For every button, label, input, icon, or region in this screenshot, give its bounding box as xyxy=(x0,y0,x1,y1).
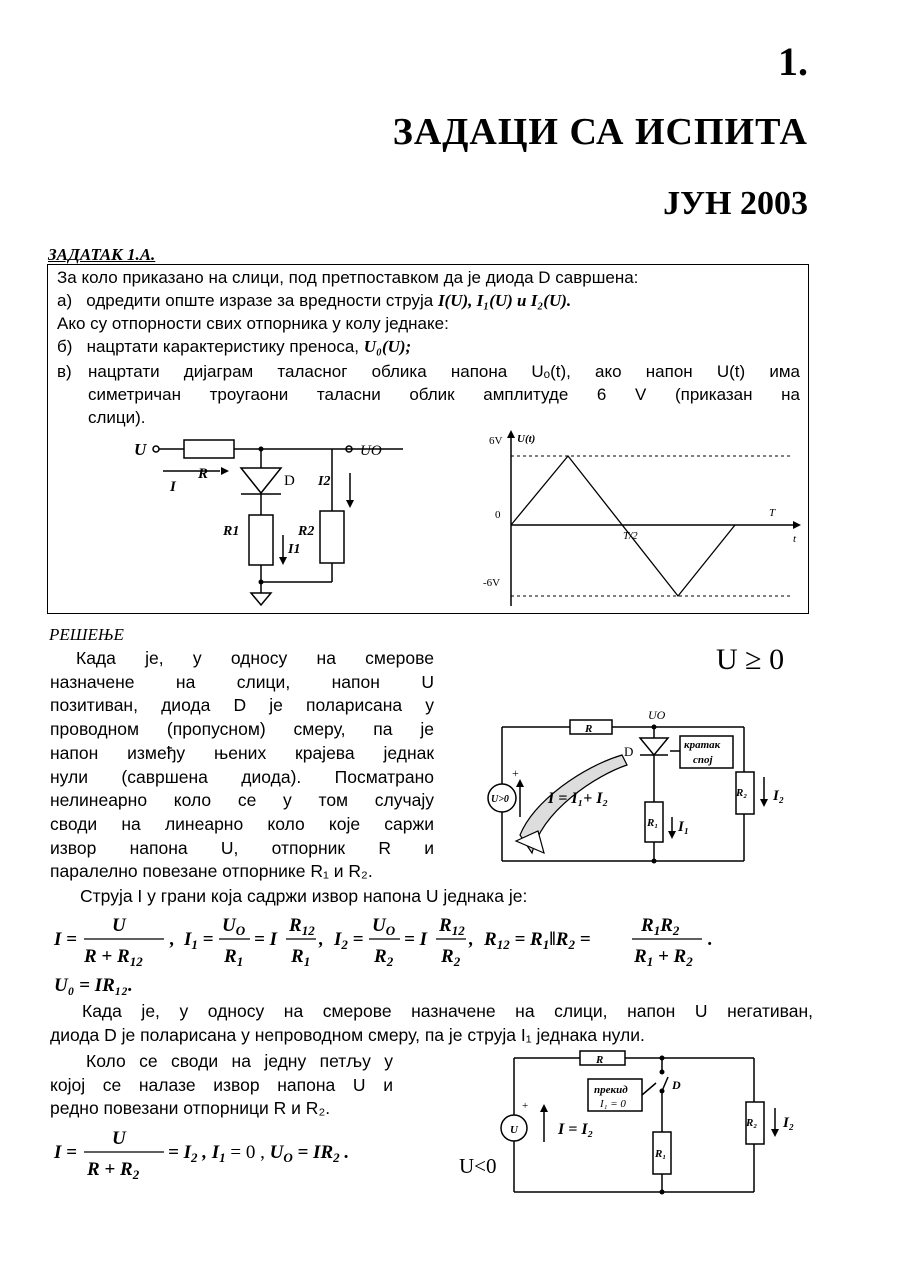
svg-text:I =: I = xyxy=(54,929,77,950)
pos-label-d: D xyxy=(624,744,634,759)
graph-t-full: T xyxy=(769,507,776,519)
graph-neg6v: -6V xyxy=(483,577,501,589)
label-i2: I2 xyxy=(318,474,331,489)
pos-label-plus: + xyxy=(512,766,519,780)
task-c-prefix: в) xyxy=(57,362,72,381)
task-c-line3: слици). xyxy=(88,408,146,427)
task-box xyxy=(47,264,809,614)
neg-label-r1: R₁ xyxy=(655,1148,667,1160)
svg-text:U: U xyxy=(112,1128,126,1149)
para1-line: извор напона U, отпорник R и xyxy=(50,837,434,858)
para1-line: Када је, у односу на смерове xyxy=(76,648,434,668)
task-c-line1: нацртати дијаграм таласног облика напона Uₒ(t), ако напон U(t) има xyxy=(88,362,800,381)
svg-text:R12: $R_{12}$ xyxy=(439,915,465,938)
resistor-r1 xyxy=(249,515,273,565)
svg-text:,: , xyxy=(319,929,324,950)
label-d: D xyxy=(284,473,295,489)
para1-line: напон између њених крајева једнак xyxy=(50,742,434,763)
task-intro: За коло приказано на слици, под претпоставком да је диода D савршена: xyxy=(57,268,639,287)
pos-label-i1: I₁ xyxy=(678,819,690,835)
svg-text:.: . xyxy=(708,929,713,950)
svg-text:U: U xyxy=(112,915,126,936)
current-i-arrow xyxy=(221,467,229,475)
pos-label-current-eq: I = I₁+ I₂ xyxy=(548,790,609,807)
page-title: ЗАДАЦИ СА ИСПИТА xyxy=(392,111,808,153)
resistor-r xyxy=(184,440,234,458)
neg-label-source: U xyxy=(510,1124,518,1136)
solution-para2 xyxy=(50,1000,813,1047)
task-item-b xyxy=(57,336,411,358)
label-u: U xyxy=(134,440,147,459)
neg-label-plus: + xyxy=(522,1100,529,1112)
para1-line: проводном (пропусном) смеру, па је xyxy=(50,719,434,740)
svg-text:I =: I = xyxy=(54,1142,77,1163)
pos-label-r1: R₁ xyxy=(647,817,659,829)
svg-text:R + R12: $R + R_{12}$ xyxy=(84,946,143,969)
neg-label-r: R xyxy=(596,1054,604,1066)
task-c-line2: симетричан троугаони таласни облик амплитуде 6 V (приказан на xyxy=(88,385,800,404)
label-r1: R1 xyxy=(223,524,240,539)
pos-label-i2: I₂ xyxy=(773,788,785,804)
case-negative-label: U<0 xyxy=(459,1154,497,1178)
svg-text:R1: $R_1$ xyxy=(224,946,244,969)
pos-label-uo: UO xyxy=(648,708,666,722)
diode-d xyxy=(241,468,281,493)
chapter-number: 1. xyxy=(778,39,808,84)
current-i2-arrow xyxy=(346,500,354,508)
para3-line: редно повезани отпорници R и R₂. xyxy=(50,1098,331,1119)
para1-line: назначене на слици, напон U xyxy=(50,671,434,692)
para1-line: нелинеарно коло се у том случају xyxy=(50,790,434,811)
graph-t-half: T/2 xyxy=(623,530,638,542)
task-b-prefix: б) xyxy=(57,337,73,356)
pos-label-short-2: спој xyxy=(693,754,713,766)
task-item-a xyxy=(57,290,571,312)
graph-zero: 0 xyxy=(495,509,501,521)
pos-label-source: U>0 xyxy=(491,794,509,805)
para1-line: паралелно повезане отпорнике R₁ и R₂. xyxy=(50,861,373,882)
neg-label-break-1: прекид xyxy=(594,1084,628,1096)
para2-line: Када је, у односу на смерове назначене на слици, напон U негативан, xyxy=(82,1001,813,1021)
svg-text:= I: = I xyxy=(254,929,277,950)
svg-text:UO: $U_O$ xyxy=(222,915,246,938)
svg-text:UO: $U_O$ xyxy=(372,915,396,938)
neg-label-current-eq: I = I₂ xyxy=(558,1121,594,1138)
label-i1: I1 xyxy=(288,542,301,557)
para1-line: позитиван, диода D је поларисана у xyxy=(50,695,434,716)
circuit-positive xyxy=(472,705,797,867)
input-terminal xyxy=(153,446,159,452)
para3-line: Коло се своди на једну петљу у xyxy=(86,1051,393,1071)
pos-label-r2: R₂ xyxy=(736,787,748,799)
case-positive-label: U ≥ 0 xyxy=(716,643,785,676)
label-i: I xyxy=(170,479,176,495)
diode-short-pos xyxy=(640,738,668,755)
svg-text:I2 =: $I_2$ = xyxy=(334,929,364,952)
label-r2: R2 xyxy=(298,524,315,539)
para1-line: своди на линеарно коло које саржи xyxy=(50,813,434,834)
svg-text:R + R2: $R + R_2$ xyxy=(87,1159,140,1182)
current-i1-arrow xyxy=(279,557,287,565)
task-waveform-graph xyxy=(473,430,803,610)
neg-label-r2: R₂ xyxy=(746,1117,758,1129)
svg-text:R2: $R_2$ xyxy=(374,946,394,969)
task-a-text: одредити опште изразе за вредности струја xyxy=(86,291,434,310)
svg-text:R1 + R2: $R_1 + R_2$ xyxy=(634,946,693,969)
neg-label-i2: I₂ xyxy=(783,1115,795,1131)
current-line: Струја I у грани која садржи извор напона U једнака је: xyxy=(80,886,528,906)
svg-text:,: , xyxy=(170,929,175,950)
task-a-prefix: а) xyxy=(57,291,73,310)
page-subtitle: ЈУН 2003 xyxy=(663,185,808,222)
neg-label-break-2: I₁ = 0 xyxy=(600,1098,626,1110)
task-label: ЗАДАТАК 1.А. xyxy=(48,245,156,264)
svg-text:I1 =: $I_1$ = xyxy=(184,929,214,952)
para2-line: диода D је поларисана у непроводном смеру, па је струја I₁ једнака нули. xyxy=(50,1024,645,1045)
svg-text:= I: = I xyxy=(404,929,427,950)
para1-line: нули (савршена диода). Посматрано xyxy=(50,766,434,787)
task-circuit xyxy=(118,433,382,615)
svg-text:R1: $R_1$ xyxy=(291,946,311,969)
graph-x-label: t xyxy=(793,533,797,545)
graph-y-label: U(t) xyxy=(517,433,536,445)
svg-text:R12 = R1‖R2 =: $R_{12}$ = $R_1‖R_2$ = xyxy=(484,929,591,952)
task-b-text: нацртати карактеристику преноса, xyxy=(86,337,359,356)
svg-text:R12: $R_{12}$ xyxy=(289,915,315,938)
svg-text:= I2 , I1 = 0 , UO = IR2 .: = $I_2$ , $I_1 = 0$ , $U_O = IR_2$ . xyxy=(168,1142,350,1165)
solution-para3 xyxy=(50,1050,393,1121)
pos-label-r: R xyxy=(585,723,593,735)
label-uo: UO xyxy=(360,443,382,459)
solution-para1 xyxy=(50,647,434,884)
svg-text:,: , xyxy=(469,929,474,950)
para3-line: којој се налазе извор напона U и xyxy=(50,1074,393,1095)
task-a-math: I(U), I₁(U) и I₂(U). xyxy=(437,291,572,310)
solution-label: РЕШЕЊЕ xyxy=(49,625,124,644)
svg-text:R2: $R_2$ xyxy=(441,946,461,969)
task-b-math: U₀(U); xyxy=(363,337,412,356)
resistor-r2 xyxy=(320,511,344,563)
circuit-negative xyxy=(492,1045,807,1195)
ground-symbol xyxy=(251,593,271,605)
svg-text:R1R2: $R_1R_2$ xyxy=(641,915,680,938)
label-r: R xyxy=(198,466,209,482)
pos-label-short-1: кратак xyxy=(684,739,721,751)
neg-label-d: D xyxy=(672,1078,681,1092)
task-if-text: Ако су отпорности свих отпорника у колу једнаке: xyxy=(57,314,449,333)
equation-currents xyxy=(54,912,734,978)
equation-uo xyxy=(54,975,133,997)
graph-6v: 6V xyxy=(489,435,503,447)
equation-neg xyxy=(54,1125,384,1191)
eq2-text: U₀ = IR₁₂. xyxy=(54,975,133,996)
waveform-line xyxy=(511,456,735,596)
